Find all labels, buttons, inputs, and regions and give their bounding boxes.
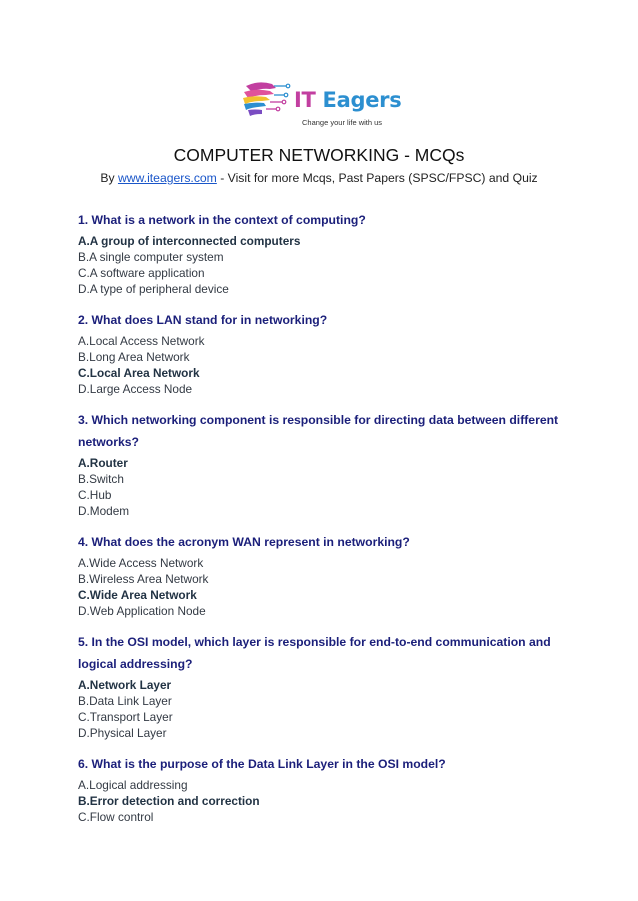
option-c: C.Hub — [78, 488, 112, 502]
option-b: B.Error detection and correction — [78, 794, 260, 808]
option-b: B.Data Link Layer — [78, 694, 172, 708]
option-b: B.Wireless Area Network — [78, 572, 209, 586]
question-list — [78, 209, 578, 825]
option-a: A.Wide Access Network — [78, 556, 204, 570]
byline-suffix: - Visit for more Mcqs, Past Papers (SPSC/FPSC) and Quiz — [216, 171, 538, 185]
option-c: C.Wide Area Network — [78, 588, 197, 602]
question-3 — [78, 409, 578, 519]
page-title: COMPUTER NETWORKING - MCQs — [173, 145, 465, 165]
question-text: 2. What does LAN stand for in networking? — [78, 313, 328, 327]
question-text: 3. Which networking component is responsible for directing data between different networks? — [78, 413, 559, 449]
option-a: A.Network Layer — [78, 678, 172, 692]
option-b: B.A single computer system — [78, 250, 224, 264]
option-a: A.Local Access Network — [78, 334, 205, 348]
option-c: C.A software application — [78, 266, 205, 280]
logo-wordmark-it: IT — [294, 88, 316, 112]
logo-wordmark — [294, 88, 401, 112]
option-b: B.Long Area Network — [78, 350, 190, 364]
logo-wordmark-eagers: Eagers — [315, 88, 402, 112]
option-d: D.Large Access Node — [78, 382, 193, 396]
question-text: 5. In the OSI model, which layer is responsible for end-to-end communication and logical addressing? — [78, 635, 551, 671]
question-text: 1. What is a network in the context of computing? — [78, 213, 366, 227]
byline-prefix: By — [100, 171, 118, 185]
question-text: 6. What is the purpose of the Data Link Layer in the OSI model? — [78, 757, 446, 771]
option-c: C.Local Area Network — [78, 366, 200, 380]
option-d: D.Web Application Node — [78, 604, 206, 618]
question-4 — [78, 531, 578, 619]
website-link[interactable]: www.iteagers.com — [117, 171, 217, 185]
iteagers-logo — [240, 80, 400, 130]
option-c: C.Transport Layer — [78, 710, 173, 724]
option-a: A.Router — [78, 456, 128, 470]
question-6 — [78, 753, 578, 825]
option-b: B.Switch — [78, 472, 124, 486]
byline — [0, 171, 638, 186]
question-5 — [78, 631, 578, 741]
option-d: D.Physical Layer — [78, 726, 167, 740]
option-d: D.Modem — [78, 504, 130, 518]
option-c: C.Flow control — [78, 810, 154, 824]
question-2 — [78, 309, 578, 397]
option-d: D.A type of peripheral device — [78, 282, 229, 296]
question-text: 4. What does the acronym WAN represent in networking? — [78, 535, 410, 549]
logo-tagline: Change your life with us — [302, 118, 383, 127]
eagle-head-icon — [240, 80, 292, 122]
question-1 — [78, 209, 578, 297]
option-a: A.Logical addressing — [78, 778, 188, 792]
option-a: A.A group of interconnected computers — [78, 234, 301, 248]
